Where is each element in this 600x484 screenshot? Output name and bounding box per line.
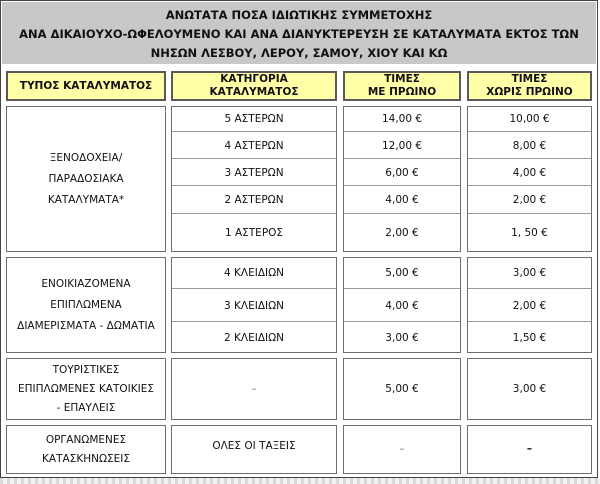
group-camping-category [171, 425, 337, 474]
group-camping-with [343, 425, 461, 474]
group-villas-with [343, 358, 461, 420]
header-without-breakfast [467, 71, 592, 101]
table-cell: 8,00 € [512, 139, 547, 152]
table-cell: 3,00 € [512, 267, 547, 279]
group-villas-category [171, 358, 337, 420]
header-type [6, 71, 166, 101]
header-category-line1: ΚΑΤΗΓΟΡΙΑ [220, 73, 288, 85]
header-category [171, 71, 337, 101]
type-line: ΤΟΥΡΙΣΤΙΚΕΣ [52, 363, 120, 376]
table-cell: 1,50 € [512, 331, 547, 344]
table-cell: 5 ΑΣΤΕΡΩΝ [224, 113, 284, 125]
group-camping-type [6, 425, 166, 474]
header-type-label: ΤΥΠΟΣ ΚΑΤΑΛΥΜΑΤΟΣ [19, 79, 153, 92]
type-line: ΞΕΝΟΔΟΧΕΙΑ/ [49, 151, 123, 164]
header-with-line2: ΜΕ ΠΡΩΙΝΟ [367, 86, 437, 98]
table-title [2, 2, 596, 64]
title-line-1: ΑΝΩΤΑΤΑ ΠΟΣΑ ΙΔΙΩΤΙΚΗΣ ΣΥΜΜΕΤΟΧΗΣ [165, 8, 433, 22]
type-line: ΚΑΤΑΛΥΜΑΤΑ* [47, 193, 125, 206]
table-cell: 2,00 € [512, 194, 547, 206]
type-line: ΕΝΟΙΚΙΑΖΟΜΕΝΑ [41, 277, 131, 290]
table-cell: 4,00 € [385, 194, 419, 206]
table-cell: 4,00 € [385, 299, 419, 312]
group-hotels-type [6, 106, 166, 252]
title-line-3: ΝΗΣΩΝ ΛΕΣΒΟΥ, ΛΕΡΟΥ, ΣΑΜΟΥ, ΧΙΟΥ ΚΑΙ ΚΩ [150, 46, 448, 60]
group-apartments-type [6, 257, 166, 353]
type-line: - ΕΠΑΥΛΕΙΣ [56, 401, 116, 414]
type-line: ΕΠΙΠΛΩΜΕΝΕΣ ΚΑΤΟΙΚΙΕΣ [18, 382, 154, 395]
table-cell: ΟΛΕΣ ΟΙ ΤΑΞΕΙΣ [212, 440, 296, 452]
title-line-2: ΑΝΑ ΔΙΚΑΙΟΥΧΟ-ΩΦΕΛΟΥΜΕΝΟ ΚΑΙ ΑΝΑ ΔΙΑΝΥΚΤΕΡΕΥΣΗ ΣΕ ΚΑΤΑΛΥΜΑΤΑ ΕΚΤΟΣ ΤΩΝ [19, 27, 579, 41]
table-cell: 3 ΚΛΕΙΔΙΩΝ [224, 299, 284, 312]
table-cell: 1 ΑΣΤΕΡΟΣ [224, 227, 284, 239]
table-cell: 6,00 € [385, 166, 419, 179]
table-cell: 5,00 € [385, 267, 419, 279]
table-cell: – [251, 382, 257, 395]
group-villas-type [6, 358, 166, 420]
type-line: ΠΑΡΑΔΟΣΙΑΚΑ [48, 172, 124, 185]
header-without-line1: ΤΙΜΕΣ [511, 73, 548, 85]
table-cell: 4 ΑΣΤΕΡΩΝ [224, 139, 284, 152]
table-cell: 3 ΑΣΤΕΡΩΝ [224, 166, 284, 179]
table-cell: 1, 50 € [511, 227, 548, 239]
type-line: ΔΙΑΜΕΡΙΣΜΑΤΑ - ΔΩΜΑΤΙΑ [17, 319, 155, 332]
type-line: ΚΑΤΑΣΚΗΝΩΣΕΙΣ [42, 452, 130, 465]
table-cell: 2 ΚΛΕΙΔΙΩΝ [224, 331, 284, 344]
table-cell: 2,00 € [385, 227, 419, 239]
group-camping-without [467, 425, 592, 474]
table-cell: 4 ΚΛΕΙΔΙΩΝ [224, 267, 284, 279]
table-cell: 2,00 € [512, 299, 547, 312]
table-cell: 10,00 € [509, 113, 550, 125]
table-cell: 4,00 € [512, 166, 547, 179]
group-villas-without [467, 358, 592, 420]
table-cell: 2 ΑΣΤΕΡΩΝ [224, 194, 284, 206]
table-cell: 12,00 € [381, 139, 423, 152]
header-category-line2: ΚΑΤΑΛΥΜΑΤΟΣ [209, 86, 299, 98]
table-cell: 3,00 € [512, 382, 547, 395]
table-cell: – [526, 443, 533, 455]
type-line: ΟΡΓΑΝΩΜΕΝΕΣ [45, 433, 127, 446]
table-cell: – [399, 443, 405, 455]
type-line: ΕΠΙΠΛΩΜΕΝΑ [50, 298, 122, 311]
table-cell: 3,00 € [385, 331, 419, 344]
header-without-line2: ΧΩΡΙΣ ΠΡΩΙΝΟ [486, 86, 573, 98]
header-with-line1: ΤΙΜΕΣ [384, 73, 420, 85]
header-with-breakfast [343, 71, 461, 101]
cropped-footnote-strip [0, 478, 600, 484]
table-cell: 5,00 € [385, 382, 419, 395]
table-cell: 14,00 € [381, 113, 423, 125]
